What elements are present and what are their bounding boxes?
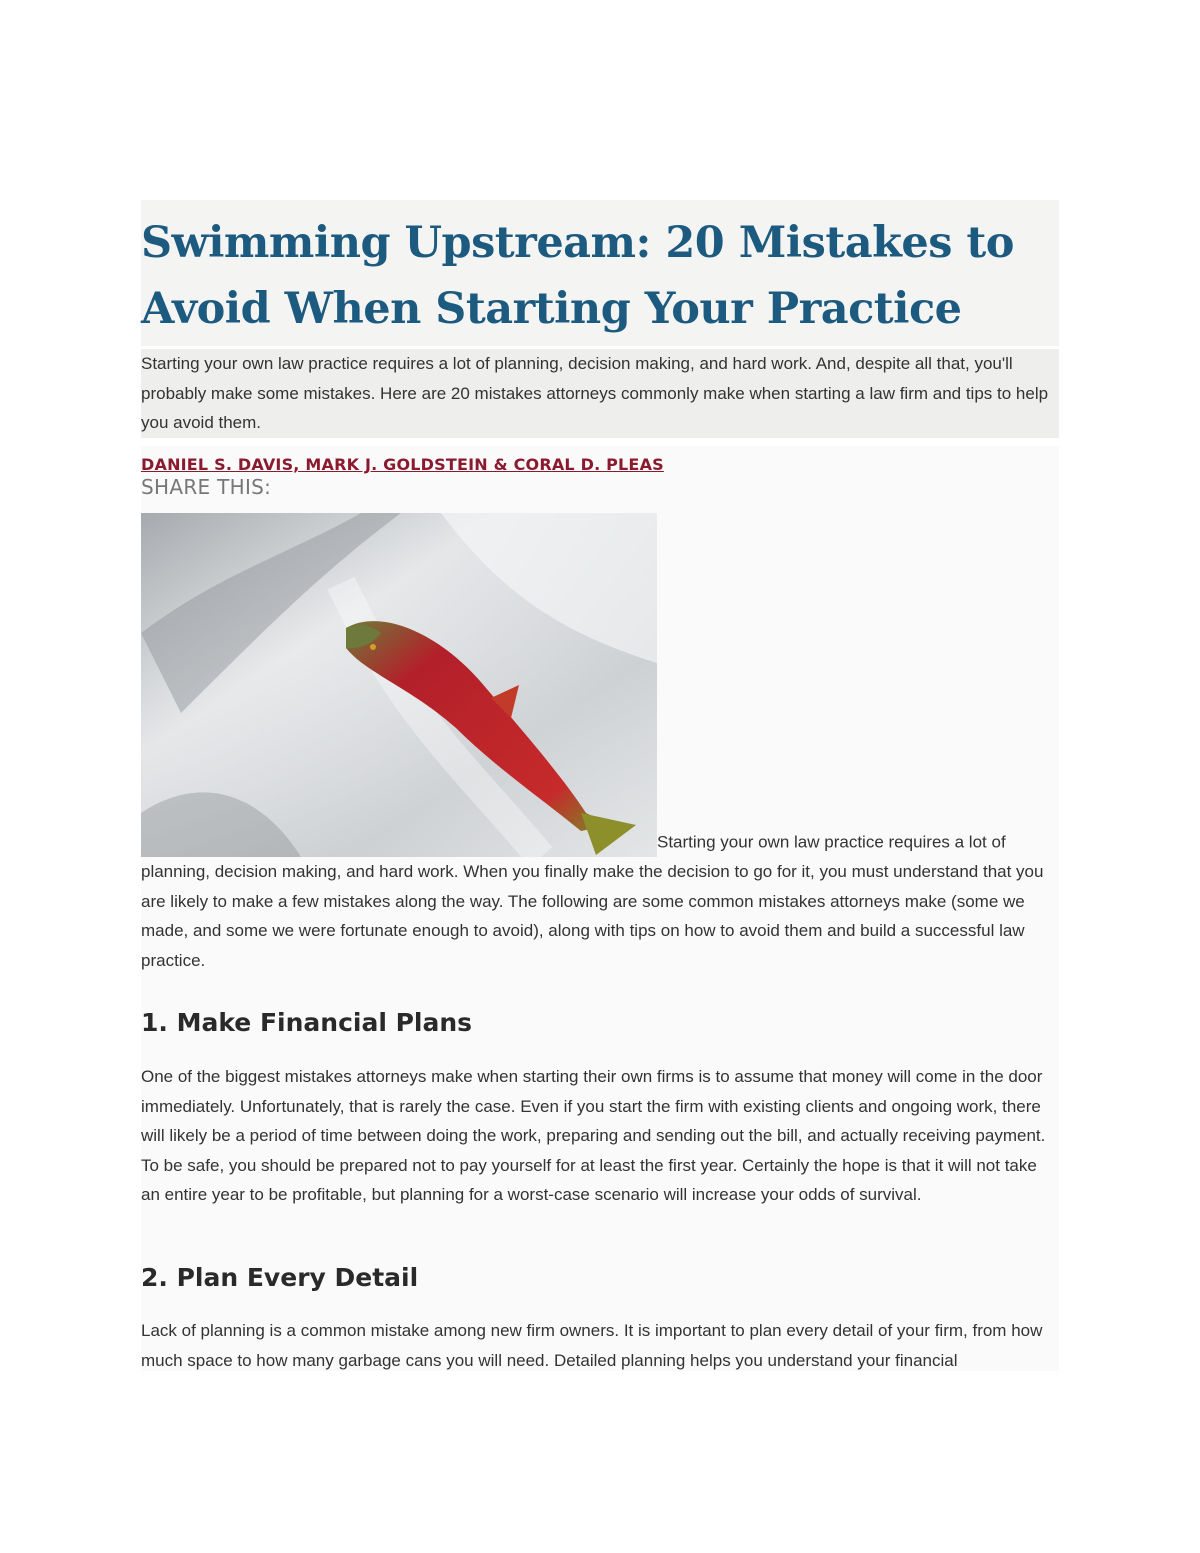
lead-paragraph [141, 513, 1059, 975]
salmon-photo [141, 513, 657, 857]
lead-paragraph-text: Starting your own law practice requires a lot of planning, decision making, and hard work. When you finally make the decision to go for it, you must understand that you are likely to make a few mistakes along the way. The following are some common mistakes attorneys make (some we made, and some we were fortunate enough to avoid), along with tips on how to avoid them and build a successful law practice. [141, 832, 1044, 970]
section-text-1: One of the biggest mistakes attorneys make when starting their own firms is to assume that money will come in the door immediately. Unfortunately, that is rarely the case. Even if you start the firm with existing clients and ongoing work, there will likely be a period of time between doing the work, preparing and sending out the bill, and actually receiving payment. To be safe, you should be prepared not to pay yourself for at least the first year. Certainly the hope is that it will not take an entire year to be profitable, but planning for a worst-case scenario will increase your odds of survival. [141, 1067, 1046, 1204]
article-body [141, 446, 1059, 1371]
section-heading-2: 2. Plan Every Detail [141, 1263, 419, 1292]
section-text-2: Lack of planning is a common mistake among new firm owners. It is important to plan every detail of your firm, from how much space to how many garbage cans you will need. Detailed planning helps you understand your financial [141, 1321, 1043, 1370]
article-intro: Starting your own law practice requires a lot of planning, decision making, and hard work. And, despite all that, you'll probably make some mistakes. Here are 20 mistakes attorneys commonly make when starting a law firm and tips to help you avoid them. [141, 349, 1059, 438]
share-label: SHARE THIS: [141, 475, 272, 499]
title-block [141, 200, 1059, 346]
author-link[interactable]: DANIEL S. DAVIS, MARK J. GOLDSTEIN & CORAL D. PLEAS [141, 455, 664, 474]
article-title: Swimming Upstream: 20 Mistakes to Avoid When Starting Your Practice [141, 218, 1014, 334]
section-heading-1: 1. Make Financial Plans [141, 1008, 473, 1037]
